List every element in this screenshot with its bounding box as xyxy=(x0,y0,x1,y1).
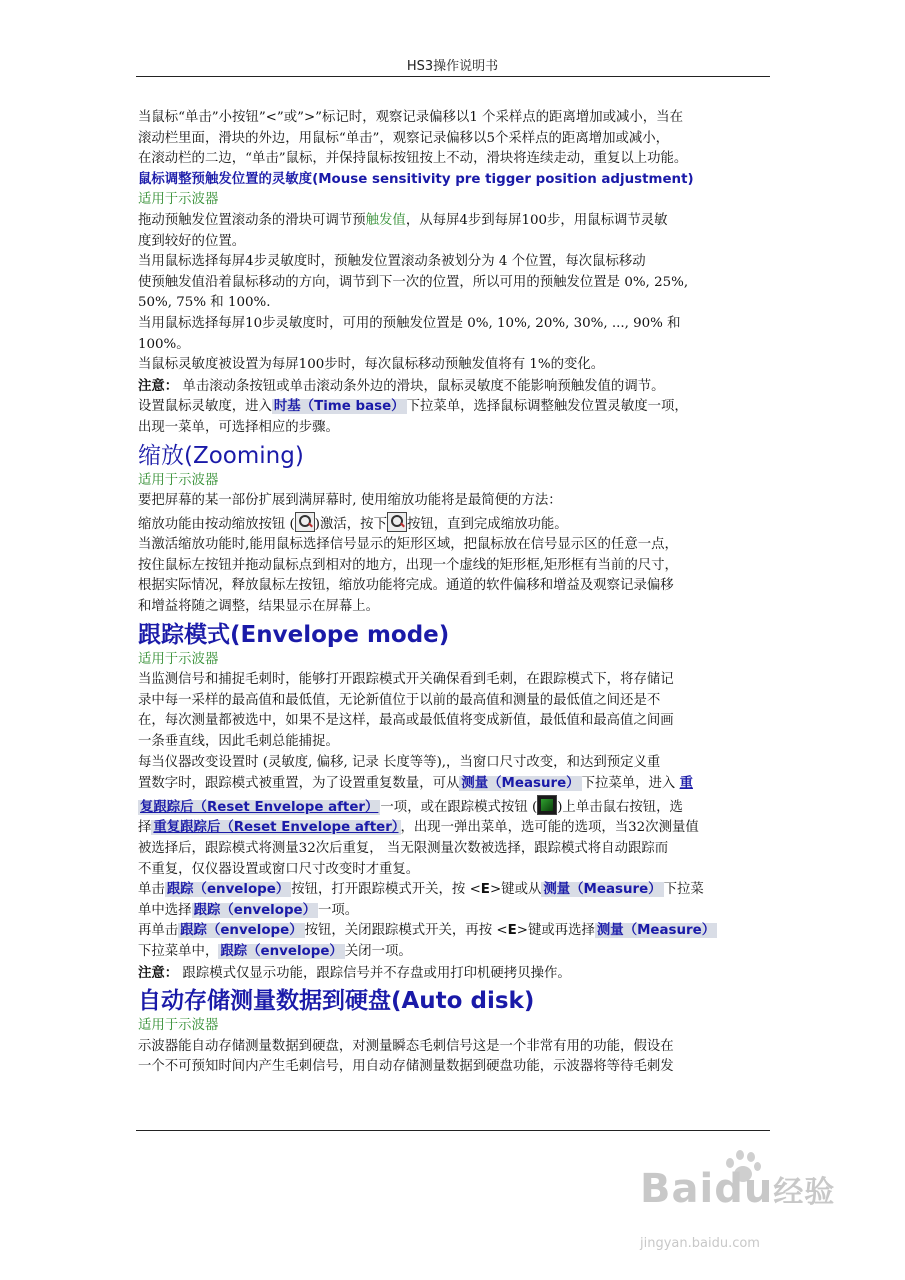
menu-ref-measure[interactable]: 测量（Measure） xyxy=(596,923,716,939)
menu-ref-envelope[interactable]: 跟踪（envelope） xyxy=(220,943,343,959)
zoom-magnifier-icon[interactable] xyxy=(387,512,407,532)
menu-ref-measure[interactable]: 测量（Measure） xyxy=(461,776,580,792)
text: )激活，按下 xyxy=(314,516,387,532)
paragraph: 在，每次测量都被选中，如果不是这样，最高或最低值将变成新值，最低值和最高值之间画 xyxy=(138,713,674,729)
menu-ref-measure[interactable]: 测量（Measure） xyxy=(543,882,662,898)
text: 单击 xyxy=(138,882,165,898)
text: 关闭一项。 xyxy=(344,943,412,959)
applies-to-label: 适用于示波器 xyxy=(138,1018,219,1034)
watermark-logo-text: 经验 xyxy=(773,1175,836,1210)
key-e: E xyxy=(507,923,517,939)
paragraph xyxy=(138,942,770,963)
section-heading-mouse-sensitivity: 鼠标调整预触发位置的灵敏度(Mouse sensitivity pre tigger position adjustment) xyxy=(138,171,694,187)
paragraph: 按住鼠标左按钮并拖动鼠标点到相对的地方，出现一个虚线的矩形框,矩形框有当前的尺寸， xyxy=(138,557,678,573)
paragraph: 根据实际情况，释放鼠标左按钮，缩放功能将完成。通道的软件偏移和增益及观察记录偏移 xyxy=(138,578,674,594)
envelope-mode-icon[interactable] xyxy=(537,795,557,815)
note-label: 注意： xyxy=(138,964,179,981)
menu-ref-time-base[interactable]: 时基（Time base） xyxy=(273,399,405,415)
paragraph: 不重复，仅仪器设置或窗口尺寸改变时才重复。 xyxy=(138,861,420,877)
watermark-logo-text: Bai xyxy=(640,1166,715,1212)
note xyxy=(138,963,770,985)
text: 再单击 xyxy=(138,923,179,939)
menu-ref-reset-envelope[interactable]: 重复跟踪后（Reset Envelope after） xyxy=(153,820,399,836)
paragraph: 出现一菜单，可选择相应的步骤。 xyxy=(138,419,339,435)
note xyxy=(138,376,770,398)
paragraph: 使预触发值沿着鼠标移动的方向，调节到下一次的位置，所以可用的预触发位置是 0%, 25%, xyxy=(138,274,689,290)
text: 置数字时，跟踪模式被重置，为了设置重复数量，可从 xyxy=(138,776,460,792)
text: )上单击鼠右按钮，选 xyxy=(557,799,683,815)
menu-ref-reset-envelope[interactable]: 复跟踪后（Reset Envelope after） xyxy=(140,799,379,815)
page-header-title: HS3操作说明书 xyxy=(406,59,499,74)
menu-ref-reset-envelope[interactable]: 重 xyxy=(679,775,693,792)
paragraph xyxy=(138,818,770,839)
text: 一项，或在跟踪模式按钮 ( xyxy=(380,799,538,815)
menu-ref-envelope[interactable]: 跟踪（envelope） xyxy=(193,902,317,918)
text: 择 xyxy=(138,820,152,836)
paragraph xyxy=(138,921,770,942)
note-text: 单击滚动条按钮或单击滚动条外边的滑块，鼠标灵敏度不能影响预触发值的调节。 xyxy=(178,378,665,394)
text: 下拉菜单中， xyxy=(138,943,219,959)
text: 按钮，直到完成缩放功能。 xyxy=(406,516,568,532)
note-label: 注意： xyxy=(138,377,179,394)
paragraph xyxy=(138,901,770,922)
paragraph: 当鼠标灵敏度被设置为每屏100步时，每次鼠标移动预触发值将有 1%的变化。 xyxy=(138,357,605,373)
paragraph xyxy=(138,773,770,795)
text: ，从每屏4步到每屏100步，用鼠标调节灵敏 xyxy=(405,212,668,228)
text: >键或再选择 xyxy=(516,923,595,939)
paragraph: 100%。 xyxy=(138,336,190,352)
text: 下拉菜 xyxy=(663,882,704,898)
paragraph: 被选择后，跟踪模式将测量32次后重复， 当无限测量次数被选择，跟踪模式将自动跟踪而 xyxy=(138,841,669,856)
document-body xyxy=(138,108,770,1078)
paragraph: 当用鼠标选择每屏10步灵敏度时，可用的预触发位置是 0%, 10%, 20%, 30%, ..., 90% 和 xyxy=(138,315,681,331)
paragraph: 当激活缩放功能时,能用鼠标选择信号显示的矩形区域，把鼠标放在信号显示区的任意一点， xyxy=(138,537,678,553)
paragraph: 50%, 75% 和 100%. xyxy=(138,295,271,311)
text: 缩放功能由按动缩放按钮 ( xyxy=(138,516,295,532)
section-heading-zooming: 缩放(Zooming) xyxy=(138,442,304,469)
footer-rule xyxy=(136,1130,770,1131)
applies-to-label: 适用于示波器 xyxy=(138,192,219,208)
text: ，出现一弹出菜单，选可能的选项，当32次测量值 xyxy=(400,820,699,836)
paragraph: 一条垂直线，因此毛刺总能捕捉。 xyxy=(138,734,339,750)
zoom-magnifier-icon[interactable] xyxy=(295,512,315,532)
paragraph xyxy=(138,211,770,232)
text: 拖动预触发位置滚动条的滑块可调节预 xyxy=(138,212,366,228)
intro-line: 当鼠标“单击”小按钮”<”或”>”标记时，观察记录偏移以1 个采样点的距离增加或减小，当在 xyxy=(138,110,683,125)
menu-ref-envelope[interactable]: 跟踪（envelope） xyxy=(180,923,303,939)
paragraph: 要把屏幕的某一部份扩展到满屏幕时, 使用缩放功能将是最简便的方法： xyxy=(138,493,562,509)
intro-line: 滚动栏里面，滑块的外边，用鼠标“单击”，观察记录偏移以5个采样点的距离增加或减小， xyxy=(138,130,670,146)
paragraph xyxy=(138,880,770,901)
paragraph xyxy=(138,512,770,536)
text: 下拉菜单，选择鼠标调整触发位置灵敏度一项， xyxy=(406,399,688,415)
key-e: E xyxy=(480,882,490,898)
section-heading-envelope-mode: 跟踪模式(Envelope mode) xyxy=(138,621,450,648)
watermark-logo-text: du xyxy=(714,1166,774,1212)
paragraph: 录中每一采样的最高值和最低值，无论新值位于以前的最高值和测量的最低值之间还是不 xyxy=(138,692,661,708)
paragraph: 一个不可预知时间内产生毛刺信号，用自动存储测量数据到硬盘功能，示波器将等待毛刺发 xyxy=(138,1059,674,1075)
text: 设置鼠标灵敏度，进入 xyxy=(138,399,272,415)
paragraph: 和增益将随之调整，结果显示在屏幕上。 xyxy=(138,599,380,615)
paragraph: 当监测信号和捕捉毛刺时，能够打开跟踪模式开关确保看到毛刺，在跟踪模式下，将存储记 xyxy=(138,672,674,688)
paragraph xyxy=(138,397,770,418)
link-trigger-value[interactable]: 触发值 xyxy=(365,212,406,228)
text: 下拉菜单，进入 xyxy=(581,776,680,792)
menu-ref-envelope[interactable]: 跟踪（envelope） xyxy=(166,882,290,898)
baidu-jingyan-watermark xyxy=(640,1148,860,1251)
note-text: 跟踪模式仅显示功能，跟踪信号并不存盘或用打印机硬拷贝操作。 xyxy=(178,965,571,981)
text: 一项。 xyxy=(318,902,359,918)
watermark-url: jingyan.baidu.com xyxy=(640,1236,760,1251)
watermark-logo xyxy=(640,1166,835,1212)
text: 按钮，关闭跟踪模式开关，再按 < xyxy=(304,923,508,939)
applies-to-label: 适用于示波器 xyxy=(138,472,219,488)
header-rule xyxy=(136,76,770,77)
paragraph xyxy=(138,795,770,819)
applies-to-label: 适用于示波器 xyxy=(138,651,219,667)
intro-line: 在滚动栏的二边，“单击”鼠标，并保持鼠标按钮按上不动，滑块将连续走动，重复以上功能。 xyxy=(138,151,688,167)
paragraph: 当用鼠标选择每屏4步灵敏度时，预触发位置滚动条被划分为 4 个位置，每次鼠标移动 xyxy=(138,254,646,270)
text: 单中选择 xyxy=(138,902,192,918)
section-heading-auto-disk: 自动存储测量数据到硬盘(Auto disk) xyxy=(138,988,535,1015)
paragraph: 每当仪器改变设置时 (灵敏度, 偏移, 记录 长度等等),，当窗口尺寸改变，和达到预定义重 xyxy=(138,754,661,770)
paragraph: 度到较好的位置。 xyxy=(138,233,246,249)
text: 按钮，打开跟踪模式开关，按 < xyxy=(291,882,481,898)
paragraph: 示波器能自动存储测量数据到硬盘，对测量瞬态毛刺信号这是一个非常有用的功能，假设在 xyxy=(138,1038,674,1054)
text: >键或从 xyxy=(489,882,542,898)
